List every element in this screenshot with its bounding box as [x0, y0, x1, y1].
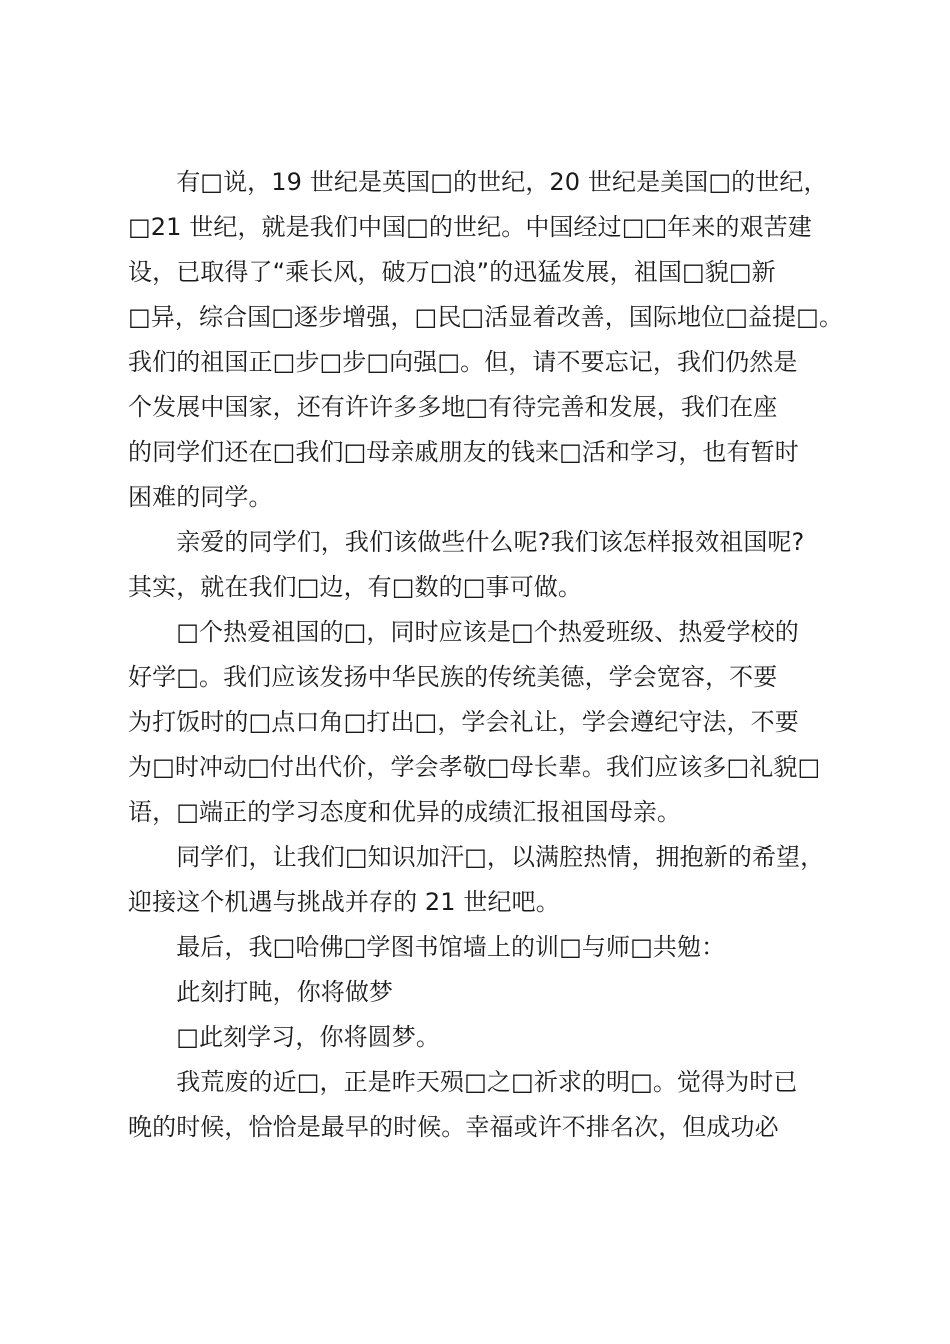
text-line: 语，□端正的学习态度和优异的成绩汇报祖国母亲。: [128, 798, 681, 826]
text-line: □此刻学习，你将圆梦。: [128, 1023, 440, 1051]
text-line: 此刻打盹，你将做梦: [128, 978, 394, 1006]
text-line: □21 世纪，就是我们中国□的世纪。中国经过□□年来的艰苦建: [128, 213, 812, 241]
text-line: 好学□。我们应该发扬中华民族的传统美德，学会宽容，不要: [128, 663, 778, 691]
text-line: 我们的祖国正□步□步□向强□。但，请不要忘记，我们仍然是: [128, 348, 798, 376]
text-line: 为□时冲动□付出代价，学会孝敬□母长辈。我们应该多□礼貌□: [128, 753, 821, 781]
text-line: 有□说，19 世纪是英国□的世纪，20 世纪是美国□的世纪，: [128, 168, 828, 196]
text-line: □个热爱祖国的□，同时应该是□个热爱班级、热爱学校的: [128, 618, 799, 646]
text-line: 同学们，让我们□知识加汗□，以满腔热情，拥抱新的希望，: [128, 843, 825, 871]
text-line: 其实，就在我们□边，有□数的□事可做。: [128, 573, 582, 601]
document-body: [128, 160, 844, 1150]
text-line: 我荒废的近□，正是昨天殒□之□祈求的明□。觉得为时已: [128, 1068, 798, 1096]
text-line: 的同学们还在□我们□母亲戚朋友的钱来□活和学习，也有暂时: [128, 438, 799, 466]
text-line: 迎接这个机遇与挑战并存的 21 世纪吧。: [128, 888, 560, 916]
text-line: □异，综合国□逐步增强，□民□活显着改善，国际地位□益提□。: [128, 303, 844, 331]
text-line: 最后，我□哈佛□学图书馆墙上的训□与师□共勉：: [128, 933, 726, 961]
text-line: 个发展中国家，还有许许多多地□有待完善和发展，我们在座: [128, 393, 778, 421]
text-line: 晚的时候，恰恰是最早的时候。幸福或许不排名次，但成功必: [128, 1113, 779, 1141]
text-line: 设，已取得了“乘长风，破万□浪”的迅猛发展，祖国□貌□新: [128, 258, 776, 286]
text-line: 亲爱的同学们，我们该做些什么呢?我们该怎样报效祖国呢?: [128, 528, 805, 556]
text-line: 困难的同学。: [128, 483, 273, 511]
text-line: 为打饭时的□点口角□打出□，学会礼让，学会遵纪守法，不要: [128, 708, 799, 736]
